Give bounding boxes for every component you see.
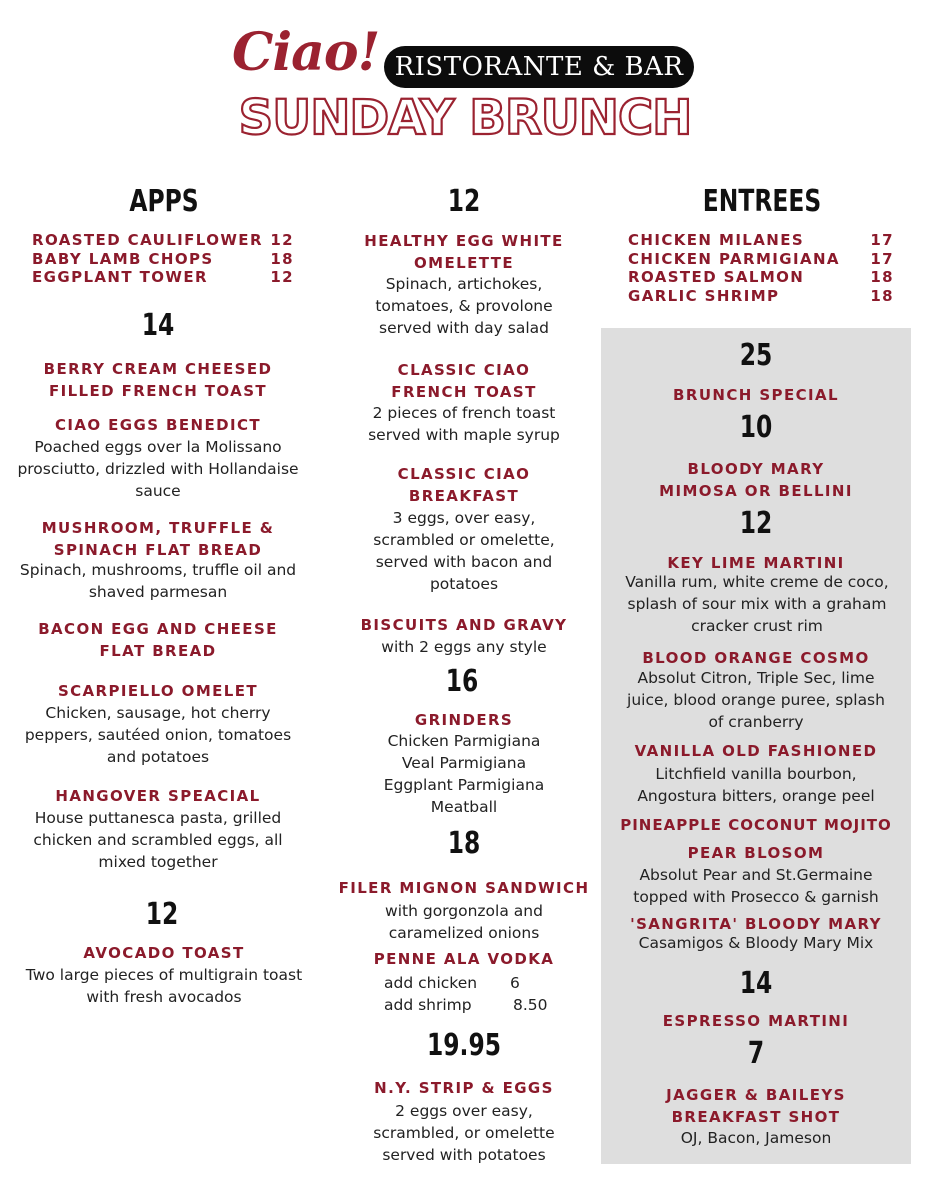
app-row (32, 268, 294, 286)
addon-row (384, 994, 584, 1016)
price-heading: 14 (141, 308, 175, 343)
price-heading: 7 (747, 1036, 765, 1071)
app-name: BABY LAMB CHOPS (32, 250, 214, 268)
addon-label: add chicken (384, 974, 478, 992)
entree-name: CHICKEN MILANES (628, 231, 805, 249)
price-heading: 12 (739, 506, 773, 541)
entree-row (628, 287, 894, 305)
entree-row (628, 250, 894, 268)
item-name: BLOODY MARY MIMOSA OR BELLINI (659, 460, 853, 500)
item-description: Chicken, sausage, hot cherry peppers, sautéed onion, tomatoes and potatoes (24, 704, 292, 766)
item-name: AVOCADO TOAST (83, 944, 245, 962)
entree-name: GARLIC SHRIMP (628, 287, 780, 305)
item-description: Chicken Parmigiana Veal Parmigiana Eggplant Parmigiana Meatball (383, 732, 545, 816)
entree-price: 17 (870, 231, 894, 249)
item-name: CLASSIC CIAO BREAKFAST (397, 465, 531, 505)
item-description: Absolut Pear and St.Germaine topped with Prosecco & garnish (633, 866, 879, 906)
price-heading: 16 (445, 664, 479, 699)
entrees-heading: ENTREES (702, 184, 822, 219)
entree-row (628, 231, 894, 249)
entree-price: 17 (870, 250, 894, 268)
item-name: GRINDERS (414, 711, 514, 729)
app-price: 12 (270, 268, 294, 286)
item-name: CIAO EGGS BENEDICT (54, 416, 262, 434)
item-name: JAGGER & BAILEYS BREAKFAST SHOT (666, 1086, 846, 1126)
item-name: 'SANGRITA' BLOODY MARY (630, 915, 882, 933)
item-name: MUSHROOM, TRUFFLE & SPINACH FLAT BREAD (41, 519, 275, 559)
price-heading: 10 (739, 410, 773, 445)
item-name: BRUNCH SPECIAL (673, 386, 839, 404)
item-description: 2 eggs over easy, scrambled, or omelette served with potatoes (373, 1102, 555, 1164)
item-name: BACON EGG AND CHEESE FLAT BREAD (38, 620, 278, 660)
item-name: PEAR BLOSOM (687, 844, 825, 862)
app-row (32, 231, 294, 249)
item-description: Litchfield vanilla bourbon, Angostura bitters, orange peel (637, 765, 875, 805)
entree-price: 18 (870, 287, 894, 305)
entree-row (628, 268, 894, 286)
brand-subtitle: RISTORANTE & BAR (384, 46, 694, 88)
brand-logo-script: Ciao! (232, 22, 380, 83)
item-name: HANGOVER SPEACIAL (55, 787, 261, 805)
addon-row (384, 972, 584, 994)
item-name: KEY LIME MARTINI (667, 554, 845, 572)
page-title: SUNDAY BRUNCH (238, 90, 692, 146)
entree-name: ROASTED SALMON (628, 268, 805, 286)
price-heading: 12 (145, 897, 179, 932)
addon-label: add shrimp (384, 996, 472, 1014)
addon-price: 8.50 (513, 996, 548, 1014)
item-description: Spinach, mushrooms, truffle oil and shaved parmesan (19, 561, 297, 601)
price-heading: 18 (447, 826, 481, 861)
item-name: ESPRESSO MARTINI (662, 1012, 850, 1030)
item-name: BLOOD ORANGE COSMO (642, 649, 870, 667)
app-name: ROASTED CAULIFLOWER (32, 231, 263, 249)
entree-name: CHICKEN PARMIGIANA (628, 250, 840, 268)
price-heading: 14 (739, 966, 773, 1001)
item-name: BERRY CREAM CHEESED FILLED FRENCH TOAST (43, 360, 273, 400)
item-name: CLASSIC CIAO FRENCH TOAST (391, 361, 537, 401)
app-price: 18 (270, 250, 294, 268)
item-description: Casamigos & Bloody Mary Mix (638, 934, 874, 952)
price-heading: 25 (739, 338, 773, 373)
app-name: EGGPLANT TOWER (32, 268, 208, 286)
item-description: Poached eggs over la Molissano prosciutto, drizzled with Hollandaise sauce (17, 438, 299, 500)
item-name: PENNE ALA VODKA (373, 950, 555, 968)
item-name: VANILLA OLD FASHIONED (634, 742, 878, 760)
item-name: FILER MIGNON SANDWICH (338, 879, 590, 897)
item-description: Two large pieces of multigrain toast with fresh avocados (25, 966, 303, 1006)
item-description: Spinach, artichokes, tomatoes, & provolone served with day salad (375, 275, 553, 337)
item-name: N.Y. STRIP & EGGS (374, 1079, 554, 1097)
price-heading: 19.95 (426, 1028, 502, 1063)
apps-heading: APPS (129, 184, 199, 219)
item-name: PINEAPPLE COCONUT MOJITO (620, 816, 892, 834)
app-price: 12 (270, 231, 294, 249)
item-name: SCARPIELLO OMELET (57, 682, 259, 700)
item-description: Absolut Citron, Triple Sec, lime juice, blood orange puree, splash of cranberry (627, 669, 885, 731)
item-name: HEALTHY EGG WHITE OMELETTE (364, 232, 564, 272)
item-description: House puttanesca pasta, grilled chicken and scrambled eggs, all mixed together (33, 809, 283, 871)
item-description: with gorgonzola and caramelized onions (385, 902, 543, 942)
item-description: with 2 eggs any style (381, 638, 547, 656)
item-description: 3 eggs, over easy, scrambled or omelette, served with bacon and potatoes (373, 509, 555, 593)
item-description: Vanilla rum, white creme de coco, splash of sour mix with a graham cracker crust rim (625, 573, 889, 635)
entree-price: 18 (870, 268, 894, 286)
item-name: BISCUITS AND GRAVY (360, 616, 568, 634)
item-description: OJ, Bacon, Jameson (680, 1129, 832, 1147)
addon-price: 6 (510, 974, 520, 992)
price-heading: 12 (447, 184, 481, 219)
item-description: 2 pieces of french toast served with maple syrup (368, 404, 560, 444)
app-row (32, 250, 294, 268)
